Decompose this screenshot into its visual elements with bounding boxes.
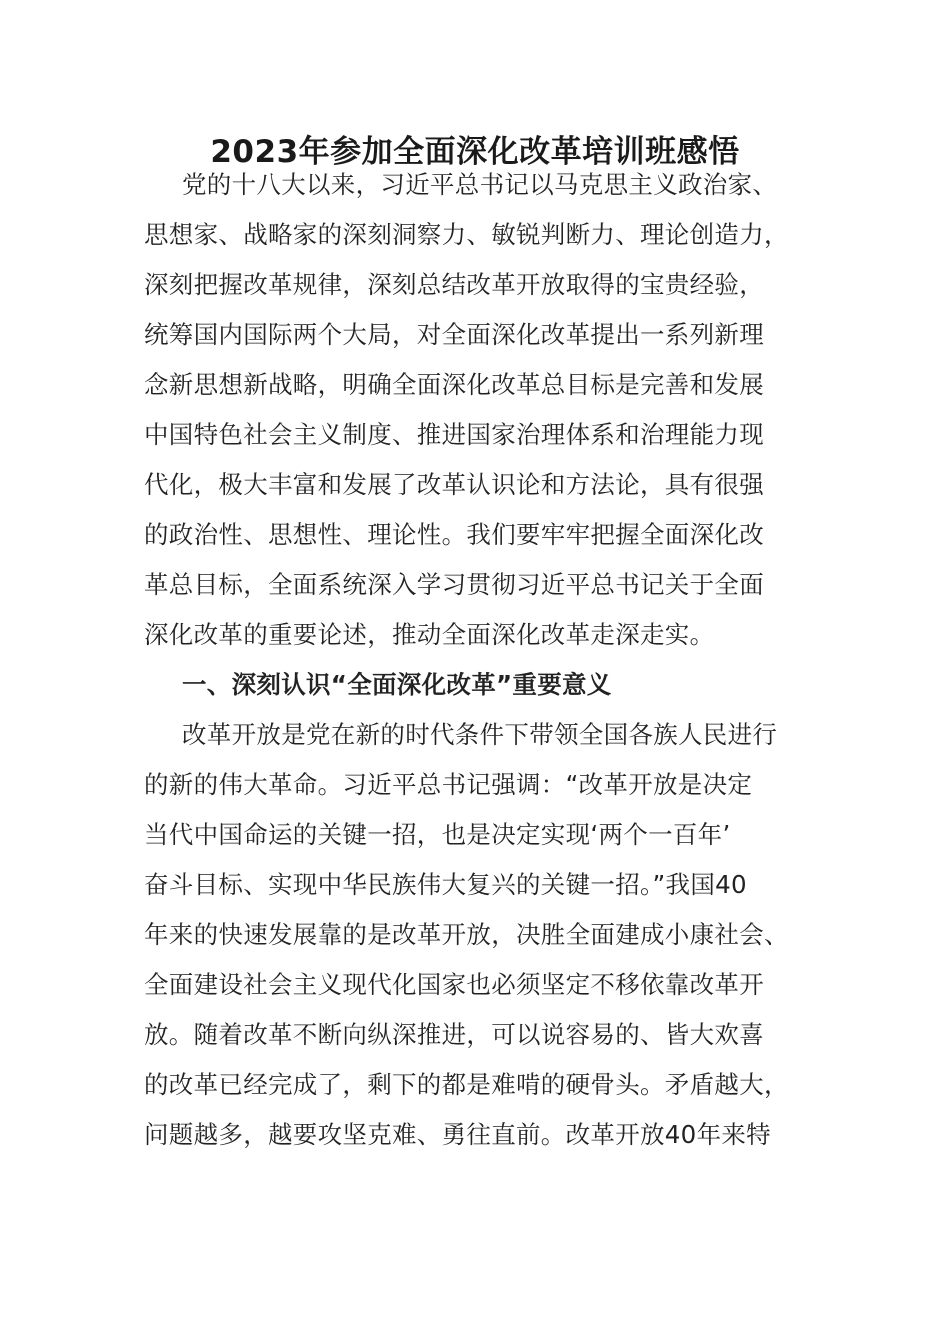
paragraph-line: 问题越多，越要攻坚克难、勇往直前。改革开放40年来特 (144, 1120, 771, 1149)
paragraph-line: 全面建设社会主义现代化国家也必须坚定不移依靠改革开 (144, 970, 764, 999)
paragraph-line: 改革开放是党在新的时代条件下带领全国各族人民进行 (182, 720, 778, 749)
document-body (144, 160, 804, 1160)
paragraph-line: 年来的快速发展靠的是改革开放，决胜全面建成小康社会、 (144, 920, 789, 949)
paragraph-line: 放。随着改革不断向纵深推进，可以说容易的、皆大欢喜 (144, 1020, 764, 1049)
paragraph-line: 念新思想新战略，明确全面深化改革总目标是完善和发展 (144, 370, 764, 399)
document-title: 2023年参加全面深化改革培训班感悟 (210, 134, 740, 170)
paragraph-line: 深刻把握改革规律，深刻总结改革开放取得的宝贵经验， (144, 270, 764, 299)
paragraph-line: 的政治性、思想性、理论性。我们要牢牢把握全面深化改 (144, 520, 764, 549)
paragraph-line: 深化改革的重要论述，推动全面深化改革走深走实。 (144, 620, 715, 649)
paragraph-line: 的新的伟大革命。习近平总书记强调：“改革开放是决定 (144, 770, 753, 799)
paragraph-line: 中国特色社会主义制度、推进国家治理体系和治理能力现 (144, 420, 764, 449)
paragraph-line: 思想家、战略家的深刻洞察力、敏锐判断力、理论创造力， (144, 220, 789, 249)
paragraph-line: 党的十八大以来，习近平总书记以马克思主义政治家、 (182, 170, 778, 199)
paragraph-line: 代化，极大丰富和发展了改革认识论和方法论，具有很强 (144, 470, 764, 499)
paragraph-line: 当代中国命运的关键一招，也是决定实现‘两个一百年’ (144, 820, 731, 849)
paragraph-line: 的改革已经完成了，剩下的都是难啃的硬骨头。矛盾越大， (144, 1070, 789, 1099)
paragraph-line: 统筹国内国际两个大局，对全面深化改革提出一系列新理 (144, 320, 764, 349)
paragraph-line: 革总目标，全面系统深入学习贯彻习近平总书记关于全面 (144, 570, 764, 599)
paragraph-line: 奋斗目标、实现中华民族伟大复兴的关键一招。”我国40 (144, 870, 747, 899)
section-heading: 一、深刻认识“全面深化改革”重要意义 (182, 670, 612, 699)
